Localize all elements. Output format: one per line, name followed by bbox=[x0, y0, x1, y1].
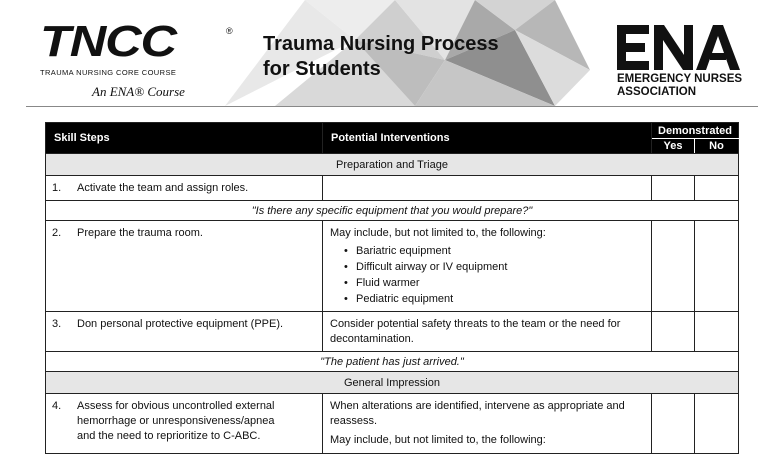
list-item: • Difficult airway or IV equipment bbox=[344, 259, 645, 275]
intervention-cell bbox=[323, 176, 652, 201]
demonstrated-yes-box[interactable] bbox=[652, 312, 695, 352]
demonstrated-yes-box[interactable] bbox=[652, 394, 695, 454]
skill-step-cell bbox=[46, 176, 323, 201]
page-header bbox=[0, 0, 784, 108]
ena-association-name bbox=[617, 73, 742, 98]
col-header-yes: Yes bbox=[652, 139, 695, 154]
step-number: 4. bbox=[52, 400, 62, 412]
step-text: Prepare the trauma room. bbox=[77, 227, 203, 239]
demonstrated-no-box[interactable] bbox=[695, 221, 739, 312]
step-text: Don personal protective equipment (PPE). bbox=[77, 318, 284, 330]
section-row bbox=[46, 154, 739, 176]
prompt-arrived: "The patient has just arrived." bbox=[46, 352, 739, 372]
ena-name-line2: ASSOCIATION bbox=[617, 85, 697, 98]
section-general-impression: General Impression bbox=[46, 372, 739, 394]
col-header-interventions: Potential Interventions bbox=[323, 123, 652, 154]
tncc-logo-mark: TNCC bbox=[40, 17, 176, 66]
col-header-demonstrated: Demonstrated bbox=[652, 123, 739, 139]
table-row bbox=[46, 221, 739, 312]
section-row bbox=[46, 372, 739, 394]
list-item: • Fluid warmer bbox=[344, 275, 645, 291]
ena-name-line1: EMERGENCY NURSES bbox=[617, 73, 743, 85]
step-number: 1. bbox=[52, 182, 62, 194]
skill-step-cell bbox=[46, 394, 323, 454]
intervention-text: When alterations are identified, intervene as appropriate and reassess. bbox=[330, 400, 625, 427]
header-divider bbox=[26, 106, 758, 107]
intervention-cell: Consider potential safety threats to the team or the need for decontamination. bbox=[323, 312, 652, 352]
demonstrated-no-box[interactable] bbox=[695, 312, 739, 352]
list-item: • Bariatric equipment bbox=[344, 243, 645, 259]
step-number: 3. bbox=[52, 318, 62, 330]
col-header-skill-steps: Skill Steps bbox=[46, 123, 323, 154]
section-preparation-triage: Preparation and Triage bbox=[46, 154, 739, 176]
list-item: • Pediatric equipment bbox=[344, 291, 645, 307]
step-text: Assess for obvious uncontrolled external hemorrhage or unresponsiveness/apnea and the need to reprioritize to C-ABC. bbox=[77, 400, 275, 442]
table-row bbox=[46, 312, 739, 352]
demonstrated-no-box[interactable] bbox=[695, 394, 739, 454]
col-header-no: No bbox=[695, 139, 739, 154]
skill-step-cell bbox=[46, 221, 323, 312]
tncc-registered-mark: ® bbox=[226, 26, 233, 36]
tncc-logo bbox=[40, 17, 233, 99]
skills-checklist-table bbox=[45, 122, 739, 454]
prompt-row bbox=[46, 352, 739, 372]
step-text: Activate the team and assign roles. bbox=[77, 182, 249, 194]
table-row bbox=[46, 176, 739, 201]
table-header-row bbox=[46, 123, 739, 139]
demonstrated-yes-box[interactable] bbox=[652, 221, 695, 312]
step-number: 2. bbox=[52, 227, 62, 239]
prompt-row bbox=[46, 201, 739, 221]
prompt-equipment: "Is there any specific equipment that you would prepare?" bbox=[46, 201, 739, 221]
intervention-text: May include, but not limited to, the following: bbox=[330, 227, 546, 239]
tncc-subtitle: TRAUMA NURSING CORE COURSE bbox=[40, 68, 177, 77]
intervention-cell bbox=[323, 221, 652, 312]
demonstrated-no-box[interactable] bbox=[695, 176, 739, 201]
intervention-cell bbox=[323, 394, 652, 454]
intervention-list bbox=[330, 243, 645, 307]
tncc-ena-course: An ENA® Course bbox=[92, 84, 185, 99]
document-title: Trauma Nursing Process for Students bbox=[263, 33, 499, 80]
skill-step-cell bbox=[46, 312, 323, 352]
demonstrated-yes-box[interactable] bbox=[652, 176, 695, 201]
table-row bbox=[46, 394, 739, 454]
intervention-text: May include, but not limited to, the following: bbox=[330, 434, 546, 446]
